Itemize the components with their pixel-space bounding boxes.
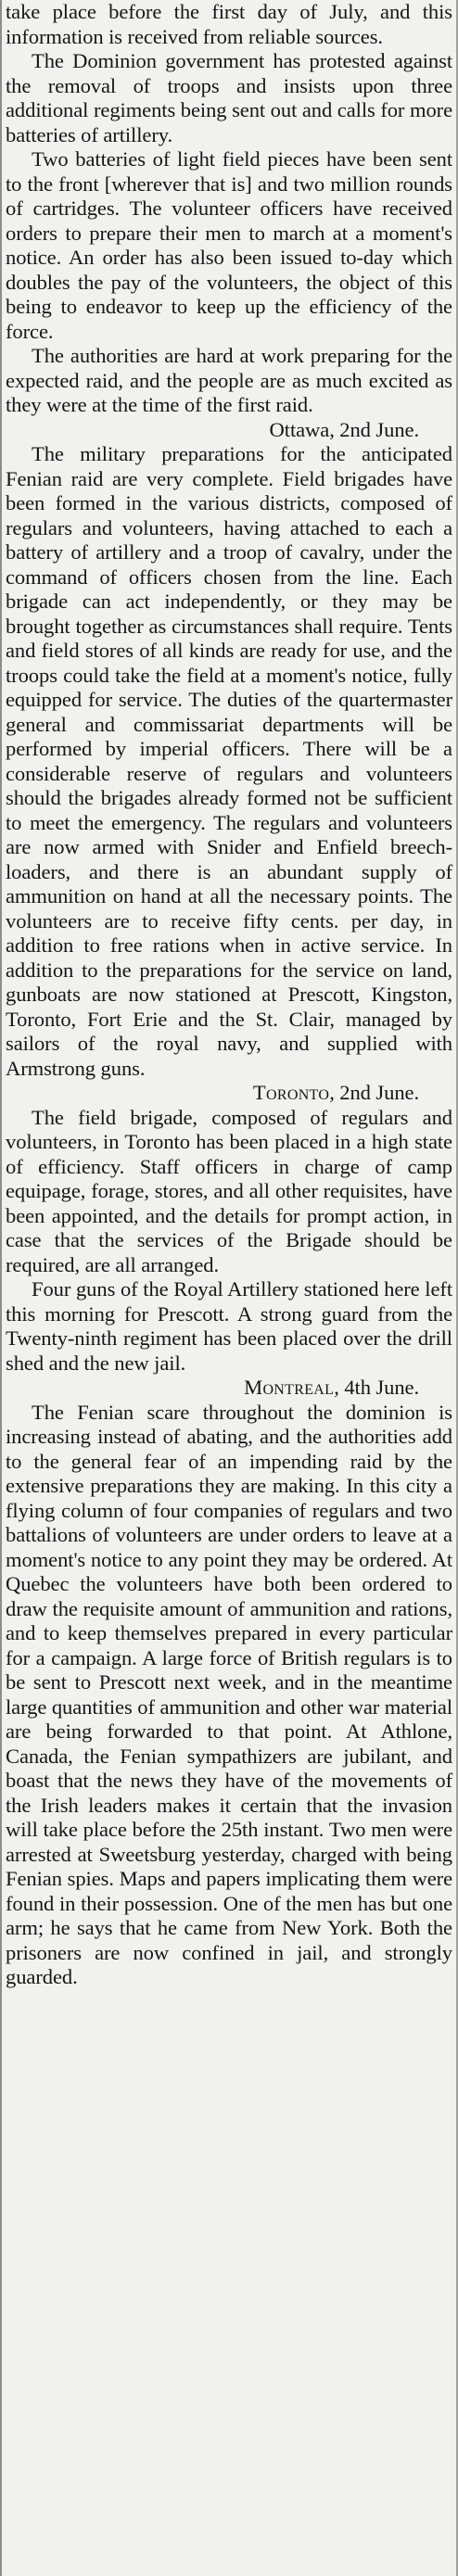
paragraph-fenian-scare: The Fenian scare throughout the dominion is increasing instead of abating, and the authorities add to the general fear of an impending raid by the extensive preparations they are making. In this city a flying column of four companies of regulars and two battalions of volunteers are under orders to leave at a moment's notice to any point they may be ordered. At Quebec the volunteers have both been ordered to draw the requisite amount of ammunition and rations, and to keep themselves prepared in every particular for a campaign. A large force of British regulars is to be sent to Prescott next week, and in the meantime large quantities of ammunition and other war material are being forwarded to that point. At Athlone, Canada, the Fenian sympathizers are jubilant, and boast that the news they have of the movements of the Irish leaders makes it certain that the invasion will take place before the 25th instant. Two men were arrested at Sweetsburg yesterday, charged with being Fenian spies. Maps and papers implicating them were found in their possession. One of the men has but one arm; he says that he came from New York. Both the prisoners are now confined in jail, and strongly guarded. (6, 1400, 452, 1988)
dateline-ottawa: Ottawa, 2nd June. (269, 417, 419, 441)
newspaper-column (6, 0, 452, 2576)
dateline-toronto-city: Toronto (252, 1081, 330, 1104)
paragraph-batteries: Two batteries of light field pieces have been sent to the front [wherever that is] and two million rounds of cartridges. The volunteer officers have received orders to prepare their men to march at a moment's notice. An order has also been issued to-day which doubles the pay of the volunteers, the object of this being to endeavor to keep up the efficiency of the force. (6, 147, 452, 343)
dateline-montreal (6, 1376, 452, 1401)
paragraph-dominion-protest: The Dominion government has protested against the removal of troops and insists upon three additional regiments being sent out and calls for more batteries of artillery. (6, 49, 452, 146)
dateline-montreal-date: , 4th June. (334, 1376, 419, 1399)
paragraph-field-brigade: The field brigade, composed of regulars and volunteers, in Toronto has been placed in a high state of efficiency. Staff officers in charge of camp equipage, forage, stores, and all other requisites, have been appointed, and the details for prompt action, in case that the services of the Brigade should be required, are all arranged. (6, 1105, 452, 1276)
paragraph-military-preparations: The military preparations for the anticipated Fenian raid are very complete. Field brigades have been formed in the various districts, composed of regulars and volunteers, having attached to each a battery of artillery and a troop of cavalry, under the command of officers chosen from the line. Each brigade can act independently, or they may be brought together as circumstances shall require. Tents and field stores of all kinds are ready for use, and the troops could take the field at a moment's notice, fully equipped for service. The duties of the quartermaster general and commissariat departments will be performed by imperial officers. There will be a considerable reserve of regulars and volunteers should the brigades already formed not be sufficient to meet the emergency. The regulars and volunteers are now armed with Snider and Enfield breech-loaders, and there is an abundant supply of ammunition on hand at all the necessary points. The volunteers are to receive fifty cents. per day, in addition to free rations when in active service. In addition to the preparations for the service on land, gunboats are now stationed at Prescott, Kingston, Toronto, Fort Erie and the St. Clair, managed by sailors of the royal navy, and supplied with Armstrong guns. (6, 442, 452, 1080)
paragraph-continued: take place before the first day of July, and this information is received from reliable sources. (6, 0, 452, 48)
column-rule-left (0, 0, 2, 2576)
paragraph-authorities: The authorities are hard at work preparing for the expected raid, and the people are as much excited as they were at the time of the first raid. (6, 344, 452, 416)
dateline-toronto-date: , 2nd June. (329, 1081, 419, 1104)
paragraph-royal-artillery: Four guns of the Royal Artillery stationed here left this morning for Prescott. A strong guard from the Twenty-ninth regiment has been placed over the drill shed and the new jail. (6, 1277, 452, 1375)
dateline-toronto (6, 1081, 452, 1106)
dateline-montreal-city: Montreal (244, 1376, 335, 1399)
